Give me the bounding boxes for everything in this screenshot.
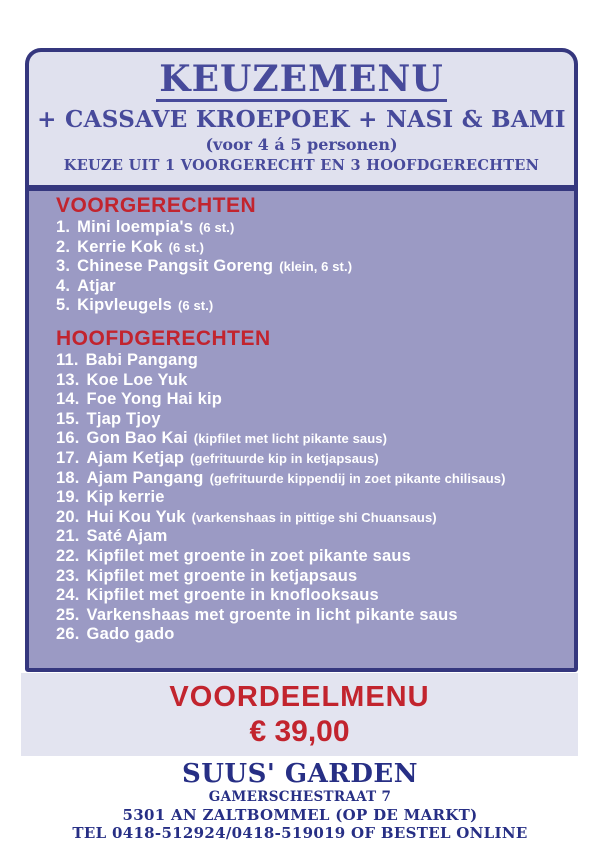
- item-name: Kerrie Kok: [77, 237, 163, 256]
- item-name: Kip kerrie: [86, 488, 165, 507]
- item-name: Gon Bao Kai: [86, 429, 188, 448]
- menu-item: [56, 508, 566, 528]
- deal-price: € 39,00: [249, 715, 350, 748]
- item-number: 22.: [56, 546, 80, 565]
- menu-item: [56, 449, 566, 469]
- item-number: 26.: [56, 625, 80, 644]
- menu-item: [56, 371, 566, 391]
- item-detail: (kipfilet met licht pikante saus): [193, 431, 388, 447]
- menu-item: [56, 277, 566, 297]
- menu-item: [56, 469, 566, 489]
- contact-line: TEL 0418-512924/0418-519019 OF BESTEL ONLINE: [72, 824, 528, 842]
- item-detail: (6 st.): [177, 298, 214, 314]
- menu-item: [56, 488, 566, 508]
- menu-item: [56, 218, 566, 238]
- item-number: 17.: [56, 448, 80, 467]
- item-name: Kipfilet met groente in zoet pikante saus: [86, 546, 412, 565]
- item-name: Gado gado: [86, 625, 175, 644]
- item-number: 19.: [56, 488, 80, 507]
- item-name: Varkenshaas met groente in licht pikante saus: [86, 605, 458, 624]
- menu-item: [56, 390, 566, 410]
- menu-item: [56, 586, 566, 606]
- menu-item: [56, 238, 566, 258]
- page-title: KEUZEMENU: [156, 59, 446, 102]
- item-name: Kipvleugels: [77, 296, 172, 315]
- item-number: 25.: [56, 605, 80, 624]
- item-name: Ajam Pangang: [86, 468, 204, 487]
- item-detail: (gefrituurde kippendij in zoet pikante chilisaus): [209, 470, 506, 486]
- menu-item: [56, 410, 566, 430]
- item-number: 15.: [56, 409, 80, 428]
- menu-item: [56, 527, 566, 547]
- menu-item: [56, 606, 566, 626]
- item-detail: (klein, 6 st.): [279, 259, 353, 275]
- restaurant-footer: [0, 760, 600, 843]
- item-number: 14.: [56, 390, 80, 409]
- item-name: Tjap Tjoy: [86, 409, 161, 428]
- menu-item: [56, 351, 566, 371]
- menu-subtitle: + CASSAVE KROEPOEK + NASI & BAMI: [37, 106, 566, 134]
- serving-note: (voor 4 á 5 personen): [205, 135, 398, 155]
- item-name: Atjar: [77, 276, 116, 295]
- item-number: 11.: [56, 350, 79, 369]
- item-number: 23.: [56, 566, 80, 585]
- item-number: 1.: [56, 218, 71, 236]
- menu-item: [56, 567, 566, 587]
- item-number: 2.: [56, 237, 71, 256]
- item-detail: (gefrituurde kip in ketjapsaus): [190, 450, 379, 466]
- item-name: Kipfilet met groente in knoflooksaus: [86, 586, 379, 605]
- item-number: 18.: [56, 468, 80, 487]
- item-number: 20.: [56, 507, 80, 526]
- menu-panel: [29, 185, 574, 668]
- city-address: 5301 AN ZALTBOMMEL (OP DE MARKT): [122, 806, 478, 824]
- menu-item: [56, 429, 566, 449]
- menu-header: [29, 52, 574, 185]
- item-name: Mini loempia's: [77, 218, 193, 236]
- item-number: 21.: [56, 527, 80, 546]
- deal-banner: [21, 673, 578, 756]
- deal-title: VOORDEELMENU: [169, 681, 430, 713]
- item-number: 3.: [56, 257, 71, 276]
- item-name: Ajam Ketjap: [86, 448, 185, 467]
- item-number: 13.: [56, 370, 80, 389]
- item-number: 5.: [56, 296, 71, 315]
- item-number: 16.: [56, 429, 80, 448]
- starters-heading: VOORGERECHTEN: [56, 194, 257, 217]
- item-name: Chinese Pangsit Goreng: [77, 257, 274, 276]
- item-name: Koe Loe Yuk: [86, 370, 188, 389]
- choice-instruction: KEUZE UIT 1 VOORGERECHT EN 3 HOOFDGERECHTEN: [63, 157, 540, 175]
- mains-list: [56, 351, 566, 645]
- street-address: GAMERSCHESTRAAT 7: [208, 789, 392, 805]
- item-detail: (varkenshaas in pittige shi Chuansaus): [191, 509, 437, 525]
- menu-item: [56, 625, 566, 645]
- item-name: Kipfilet met groente in ketjapsaus: [86, 566, 358, 585]
- item-name: Hui Kou Yuk: [86, 507, 186, 526]
- mains-heading: HOOFDGERECHTEN: [56, 326, 271, 350]
- title-row: [29, 59, 574, 102]
- item-name: Foe Yong Hai kip: [86, 390, 223, 409]
- item-number: 4.: [56, 276, 71, 295]
- item-detail: (6 st.): [199, 220, 235, 235]
- starters-list: [56, 218, 566, 316]
- item-detail: (6 st.): [168, 239, 204, 255]
- item-name: Saté Ajam: [86, 527, 168, 546]
- restaurant-name: SUUS' GARDEN: [181, 759, 419, 789]
- menu-item: [56, 257, 566, 277]
- menu-item: [56, 296, 566, 316]
- item-name: Babi Pangang: [85, 350, 199, 369]
- item-number: 24.: [56, 586, 80, 605]
- menu-card: [25, 48, 578, 672]
- menu-item: [56, 547, 566, 567]
